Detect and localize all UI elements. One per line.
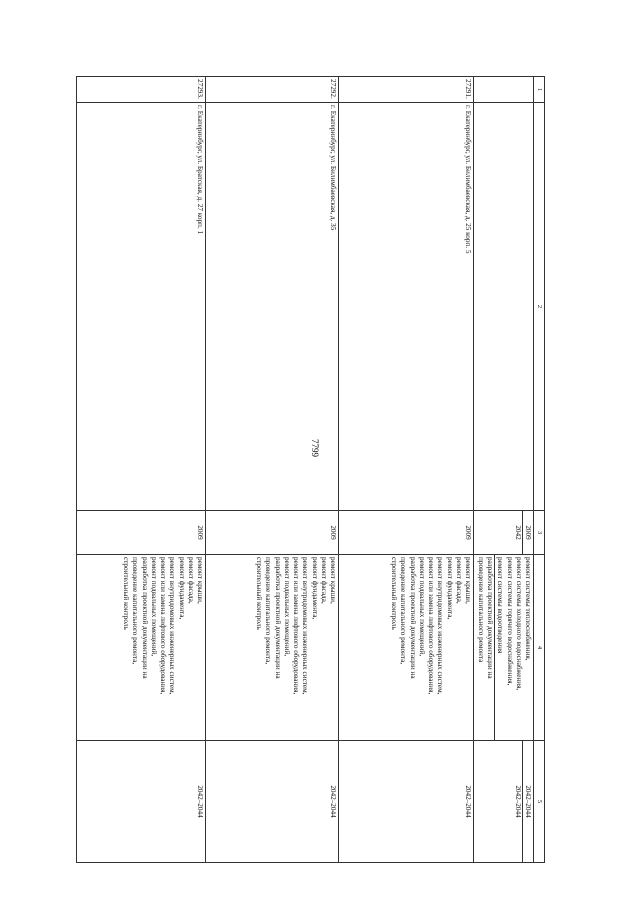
- table-row: [339, 77, 474, 863]
- work-item: проведение капитального ремонта,: [264, 557, 273, 665]
- works-list: [254, 555, 337, 740]
- work-item: ремонт фасада,: [454, 557, 463, 604]
- repair-schedule-table: [76, 76, 545, 863]
- planned-period: 2042–2044: [196, 785, 204, 818]
- work-item: ремонт системы холодного водоснабжения,: [514, 557, 523, 691]
- table-body: [77, 77, 534, 863]
- header-col-2: 2: [534, 103, 545, 511]
- planned-period-cell: [339, 741, 474, 863]
- work-item: ремонт внутридомовых инженерных систем,: [168, 557, 177, 695]
- build-year-cell: [206, 511, 339, 555]
- work-item: ремонт или замена лифтового оборудования,: [427, 557, 436, 695]
- works-list: [476, 555, 495, 740]
- planned-period-cell: [206, 741, 339, 863]
- planned-period: 2042–2044: [513, 741, 523, 862]
- works-list-cell: [339, 555, 474, 741]
- work-item: проведение капитального ремонта: [476, 557, 485, 663]
- work-item: ремонт внутридомовых инженерных систем,: [436, 557, 445, 695]
- works-list-cell: [474, 555, 534, 741]
- work-item: ремонт фундамента,: [445, 557, 454, 620]
- build-year: 2042: [513, 511, 523, 554]
- works-list: [389, 555, 472, 740]
- work-item: ремонт подвальных помещений,: [282, 557, 291, 657]
- work-item: строительный контроль: [255, 557, 264, 630]
- planned-period: 2042–2044: [524, 785, 532, 818]
- work-item: ремонт системы горячего водоснабжения,: [505, 557, 514, 686]
- header-col-1: 1: [534, 77, 545, 103]
- work-item: проведение капитального ремонта,: [131, 557, 140, 665]
- build-year: 2009: [524, 525, 532, 540]
- header-col-4: 4: [534, 555, 545, 741]
- build-year: 2009: [464, 525, 472, 540]
- work-item: ремонт фундамента,: [310, 557, 319, 620]
- page-number: 7799: [310, 439, 320, 457]
- building-address: г. Екатеринбург, ул. Билимбаевская, д. 25 корп. 5: [339, 103, 474, 511]
- table-row: [206, 77, 339, 863]
- work-item: строительный контроль: [390, 557, 399, 630]
- work-item: ремонт крыши,: [329, 557, 337, 604]
- table-row: [474, 77, 534, 863]
- build-year: 2009: [196, 525, 204, 540]
- header-col-3: 3: [534, 511, 545, 555]
- work-item: ремонт крыши,: [464, 557, 472, 604]
- row-number: 27293.: [77, 77, 206, 103]
- building-address: г. Екатеринбург, ул. Билимбаевская, д. 35: [206, 103, 339, 511]
- header-col-5: 5: [534, 741, 545, 863]
- planned-period-cell: [77, 741, 206, 863]
- table-header: [534, 77, 545, 863]
- build-year-cell: [339, 511, 474, 555]
- works-list-cell: [77, 555, 206, 741]
- work-item: разработка проектной документации на: [486, 557, 495, 679]
- work-item: ремонт или замена лифтового оборудования,: [159, 557, 168, 695]
- work-item: разработка проектной документации на: [140, 557, 149, 679]
- row-number: 27291.: [339, 77, 474, 103]
- work-item: ремонт системы водоотведения: [496, 557, 505, 654]
- build-year-cell: [474, 511, 534, 555]
- build-year: 2009: [329, 525, 337, 540]
- work-item: ремонт фасада,: [319, 557, 328, 604]
- work-item: разработка проектной документации на: [408, 557, 417, 679]
- work-item: ремонт подвальных помещений,: [149, 557, 158, 657]
- works-list: [121, 555, 204, 740]
- work-item: ремонт внутридомовых инженерных систем,: [301, 557, 310, 695]
- work-item: строительный контроль: [122, 557, 131, 630]
- row-number: 27292.: [206, 77, 339, 103]
- work-item: ремонт подвальных помещений,: [417, 557, 426, 657]
- row-number: [474, 77, 534, 103]
- table-row: [77, 77, 206, 863]
- building-address: г. Екатеринбург, ул. Братская, д. 27 корп. 1: [77, 103, 206, 511]
- build-year-cell: [77, 511, 206, 555]
- planned-period: 2042–2044: [329, 785, 337, 818]
- work-item: ремонт системы теплоснабжения,: [524, 557, 532, 661]
- building-address: [474, 103, 534, 511]
- header-row: [534, 77, 545, 863]
- work-item: ремонт фундамента,: [177, 557, 186, 620]
- work-item: ремонт фасада,: [186, 557, 195, 604]
- planned-period-cell: [474, 741, 534, 863]
- work-item: ремонт или замена лифтового оборудования,: [292, 557, 301, 695]
- works-list-cell: [206, 555, 339, 741]
- planned-period: 2042–2044: [464, 785, 472, 818]
- rotated-table-container: [78, 76, 545, 862]
- work-item: разработка проектной документации на: [273, 557, 282, 679]
- work-item: проведение капитального ремонта,: [399, 557, 408, 665]
- works-list: [495, 555, 532, 740]
- work-item: ремонт крыши,: [196, 557, 204, 604]
